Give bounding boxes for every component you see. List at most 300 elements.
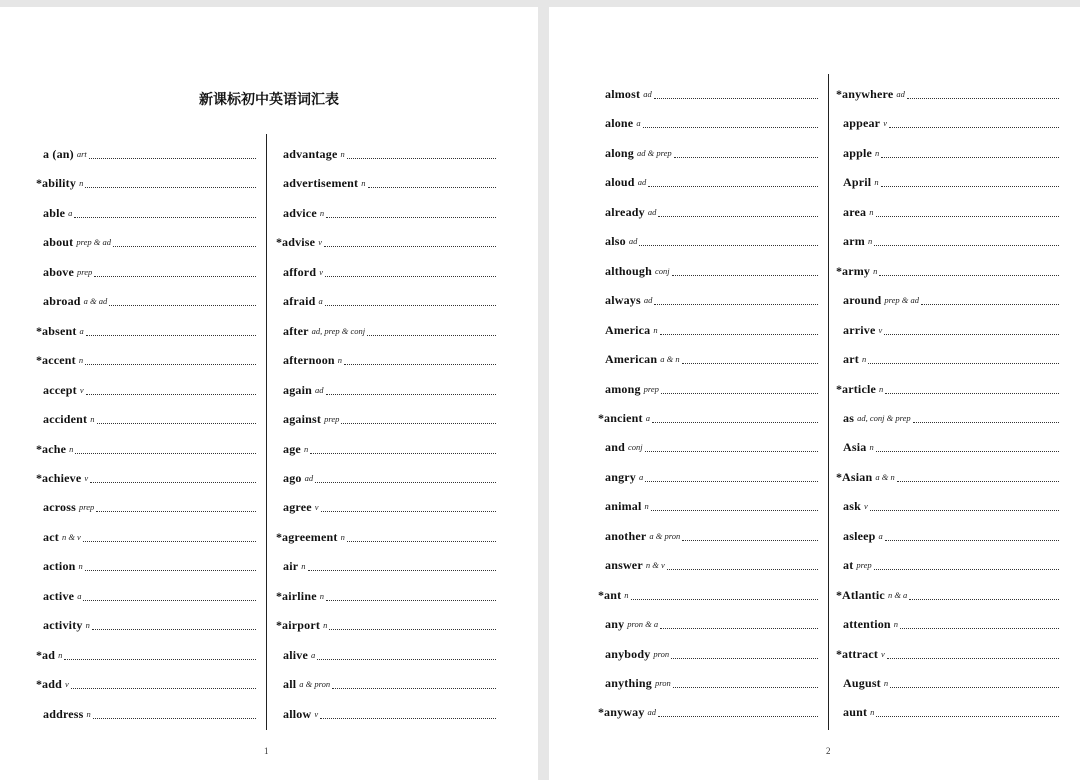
- part-of-speech: n: [85, 620, 90, 631]
- vocab-entry: [276, 671, 496, 691]
- vocab-entry: [276, 347, 496, 367]
- dotted-leader-line: [86, 393, 256, 395]
- vocab-entry: [36, 436, 256, 456]
- vocab-word: ant: [604, 587, 622, 602]
- vocab-entry: [276, 465, 496, 485]
- part-of-speech: n: [879, 383, 884, 394]
- part-of-speech: v: [318, 237, 322, 248]
- part-of-speech: v: [314, 502, 319, 513]
- part-of-speech: ad: [647, 707, 657, 718]
- document-title: 新课标初中英语词汇表: [199, 92, 339, 108]
- vocab-entry: [598, 346, 818, 366]
- part-of-speech: conj: [654, 265, 670, 276]
- part-of-speech: v: [79, 384, 84, 395]
- vocab-word: Asia: [843, 440, 867, 455]
- part-of-speech: ad: [643, 295, 653, 306]
- part-of-speech: ad, conj & prep: [857, 412, 911, 423]
- dotted-leader-line: [876, 450, 1059, 452]
- dotted-leader-line: [326, 599, 496, 601]
- dotted-leader-line: [74, 216, 256, 218]
- vocab-word: America: [605, 322, 651, 337]
- vocab-word: anyway: [604, 705, 645, 720]
- vocab-word: April: [843, 175, 872, 190]
- vocab-word: aunt: [843, 705, 868, 720]
- starred-marker: *: [276, 618, 282, 633]
- vocab-word: around: [843, 293, 882, 308]
- vocab-word: anywhere: [842, 87, 894, 101]
- vocab-entry: [598, 228, 818, 248]
- dotted-leader-line: [85, 186, 256, 188]
- vocab-word: act: [43, 529, 59, 544]
- vocab-entry: [836, 464, 1059, 484]
- vocab-entry: [276, 377, 496, 397]
- vocab-entry: [276, 318, 496, 338]
- part-of-speech: n: [69, 443, 74, 454]
- vocab-word: able: [43, 205, 66, 220]
- part-of-speech: conj: [627, 442, 643, 453]
- vocab-entry: [598, 258, 818, 278]
- vocab-entry: [836, 287, 1059, 307]
- vocab-entry: [276, 553, 496, 573]
- dotted-leader-line: [671, 657, 818, 659]
- part-of-speech: n: [874, 177, 879, 188]
- dotted-leader-line: [310, 452, 496, 454]
- part-of-speech: a: [878, 530, 883, 541]
- vocab-entry: [276, 406, 496, 426]
- vocab-word: attention: [843, 617, 891, 632]
- dotted-leader-line: [661, 392, 818, 394]
- vocab-word: ad: [42, 647, 56, 662]
- vocab-entry: [36, 200, 256, 220]
- vocab-word: again: [283, 382, 313, 397]
- dotted-leader-line: [64, 658, 256, 660]
- part-of-speech: v: [314, 708, 319, 719]
- vocab-word: advertisement: [283, 176, 359, 191]
- vocab-word: anything: [605, 676, 652, 690]
- part-of-speech: v: [881, 648, 885, 659]
- vocab-entry: [36, 406, 256, 426]
- starred-marker: *: [36, 323, 42, 338]
- vocab-word: agreement: [282, 529, 338, 544]
- part-of-speech: n: [303, 443, 309, 454]
- part-of-speech: ad: [304, 472, 314, 483]
- vocab-entry: [276, 229, 496, 249]
- dotted-leader-line: [907, 97, 1059, 99]
- dotted-leader-line: [344, 363, 496, 365]
- vocab-entry: [598, 493, 818, 513]
- vocab-word: airline: [282, 588, 317, 603]
- vocab-entry: [36, 701, 256, 721]
- dotted-leader-line: [368, 186, 497, 188]
- dotted-leader-line: [654, 97, 818, 99]
- page-2: [549, 7, 1080, 780]
- dotted-leader-line: [97, 422, 256, 424]
- vocab-word: advantage: [283, 147, 338, 161]
- vocab-entry: [836, 199, 1059, 219]
- dotted-leader-line: [89, 157, 256, 159]
- part-of-speech: a: [79, 325, 84, 336]
- vocab-entry: [36, 494, 256, 514]
- dotted-leader-line: [341, 422, 496, 424]
- vocab-entry: [836, 552, 1059, 572]
- starred-marker: *: [836, 587, 842, 602]
- part-of-speech: ad: [637, 177, 647, 188]
- vocab-word: art: [843, 352, 859, 367]
- vocab-word: address: [43, 706, 84, 721]
- vocab-entry: [598, 523, 818, 543]
- part-of-speech: n & v: [645, 560, 665, 571]
- dotted-leader-line: [325, 275, 496, 277]
- part-of-speech: n: [337, 355, 343, 366]
- vocab-entry: [36, 229, 256, 249]
- vocab-word: afternoon: [283, 353, 335, 368]
- part-of-speech: n: [870, 707, 875, 718]
- dotted-leader-line: [673, 686, 818, 688]
- vocab-word: advise: [282, 235, 316, 250]
- dotted-leader-line: [109, 304, 256, 306]
- starred-marker: *: [36, 176, 42, 191]
- vocab-word: afraid: [283, 294, 316, 309]
- vocab-word: allow: [283, 706, 312, 721]
- vocab-word: advice: [283, 205, 317, 220]
- vocab-word: army: [842, 263, 871, 278]
- vocab-word: at: [843, 558, 854, 573]
- vocab-word: article: [842, 381, 877, 396]
- vocab-entry: [36, 141, 256, 161]
- dotted-leader-line: [874, 568, 1059, 570]
- vocab-entry: [836, 346, 1059, 366]
- dotted-leader-line: [93, 717, 256, 719]
- vocab-entry: [598, 199, 818, 219]
- dotted-leader-line: [329, 628, 496, 630]
- page-number: 2: [826, 746, 831, 756]
- vocab-entry: [276, 259, 496, 279]
- part-of-speech: a: [636, 118, 641, 129]
- vocab-entry: [836, 228, 1059, 248]
- vocab-entry: [276, 642, 496, 662]
- vocab-word: angry: [605, 469, 636, 484]
- starred-marker: *: [598, 410, 604, 425]
- dotted-leader-line: [85, 363, 256, 365]
- vocab-word: accent: [42, 353, 76, 368]
- vocab-entry: [276, 170, 496, 190]
- vocab-word: ability: [42, 176, 77, 191]
- dotted-leader-line: [347, 157, 496, 159]
- part-of-speech: n: [873, 265, 878, 276]
- part-of-speech: n: [653, 324, 658, 335]
- vocab-entry: [836, 493, 1059, 513]
- vocab-entry: [276, 701, 496, 721]
- starred-marker: *: [598, 705, 604, 720]
- part-of-speech: pron: [653, 648, 670, 659]
- part-of-speech: n: [86, 708, 91, 719]
- vocab-entry: [36, 524, 256, 544]
- vocab-word: answer: [605, 558, 643, 573]
- part-of-speech: ad, prep & conj: [311, 325, 366, 336]
- vocab-entry: [836, 110, 1059, 130]
- vocab-word: add: [42, 677, 62, 692]
- part-of-speech: ad: [896, 89, 905, 99]
- starred-marker: *: [836, 381, 842, 396]
- starred-marker: *: [36, 470, 42, 485]
- part-of-speech: a & ad: [83, 296, 108, 307]
- dotted-leader-line: [913, 421, 1059, 423]
- part-of-speech: prep: [78, 502, 95, 513]
- vocab-entry: [598, 110, 818, 130]
- part-of-speech: prep & ad: [884, 295, 919, 306]
- part-of-speech: a: [318, 296, 323, 307]
- vocab-word: after: [283, 323, 309, 338]
- part-of-speech: ad: [628, 236, 638, 247]
- dotted-leader-line: [90, 481, 256, 483]
- dotted-leader-line: [885, 392, 1059, 394]
- vocab-entry: [836, 376, 1059, 396]
- dotted-leader-line: [71, 687, 256, 689]
- part-of-speech: prep & ad: [76, 237, 111, 248]
- vocab-word: ache: [42, 441, 67, 456]
- vocab-word: abroad: [43, 294, 81, 309]
- starred-marker: *: [836, 469, 842, 484]
- vocab-word: along: [605, 145, 635, 160]
- vocab-entry: [598, 434, 818, 454]
- vocab-word: all: [283, 677, 297, 692]
- vocab-entry: [598, 611, 818, 631]
- vocab-entry: [36, 259, 256, 279]
- part-of-speech: a: [311, 649, 316, 660]
- part-of-speech: v: [883, 118, 887, 129]
- vocab-entry: [276, 200, 496, 220]
- vocab-entry: [598, 582, 818, 602]
- vocab-entry: [836, 81, 1059, 101]
- part-of-speech: n: [79, 178, 84, 189]
- vocab-word: absent: [42, 323, 77, 338]
- dotted-leader-line: [868, 362, 1059, 364]
- part-of-speech: n: [883, 678, 889, 688]
- vocab-entry: [276, 583, 496, 603]
- vocab-word: air: [283, 559, 299, 574]
- vocab-word: area: [843, 204, 867, 219]
- part-of-speech: n: [78, 355, 84, 366]
- part-of-speech: n: [78, 561, 83, 572]
- dotted-leader-line: [332, 687, 496, 689]
- dotted-leader-line: [645, 450, 818, 452]
- dotted-leader-line: [308, 569, 496, 571]
- part-of-speech: a: [645, 412, 650, 423]
- vocab-word: any: [605, 617, 625, 632]
- starred-marker: *: [836, 87, 842, 101]
- vocab-word: as: [843, 410, 855, 425]
- dotted-leader-line: [631, 598, 818, 600]
- dotted-leader-line: [92, 628, 256, 630]
- vocab-entry: [36, 612, 256, 632]
- dotted-leader-line: [347, 540, 496, 542]
- vocab-entry: [36, 583, 256, 603]
- vocab-word: American: [605, 352, 658, 367]
- dotted-leader-line: [654, 303, 818, 305]
- part-of-speech: v: [863, 501, 868, 512]
- part-of-speech: v: [319, 266, 323, 277]
- vocab-word: appear: [843, 116, 881, 131]
- vocab-word: animal: [605, 499, 642, 514]
- part-of-speech: pron: [654, 678, 671, 688]
- vocab-entry: [836, 140, 1059, 160]
- vocab-word: action: [43, 559, 76, 574]
- part-of-speech: n: [319, 207, 325, 218]
- vocab-word: alone: [605, 116, 634, 131]
- vocab-entry: [36, 288, 256, 308]
- vocab-word: among: [605, 381, 641, 396]
- dotted-leader-line: [325, 304, 496, 306]
- dotted-leader-line: [317, 658, 496, 660]
- vocab-entry: [836, 641, 1059, 661]
- vocab-entry: [598, 699, 818, 719]
- vocab-entry: [598, 376, 818, 396]
- part-of-speech: n: [624, 589, 629, 600]
- dotted-leader-line: [639, 244, 818, 246]
- part-of-speech: n: [361, 178, 366, 189]
- dotted-leader-line: [881, 156, 1059, 158]
- dotted-leader-line: [648, 185, 818, 187]
- dotted-leader-line: [889, 126, 1059, 128]
- vocab-word: activity: [43, 618, 83, 633]
- dotted-leader-line: [876, 715, 1059, 717]
- page-number: 1: [264, 746, 269, 756]
- part-of-speech: n: [893, 619, 899, 630]
- vocab-entry: [36, 465, 256, 485]
- vocab-entry: [598, 287, 818, 307]
- dotted-leader-line: [876, 215, 1060, 217]
- dotted-leader-line: [897, 480, 1059, 482]
- dotted-leader-line: [682, 539, 818, 541]
- part-of-speech: ad: [643, 89, 652, 99]
- vocab-entry: [598, 464, 818, 484]
- vocab-word: ask: [843, 499, 861, 514]
- dotted-leader-line: [890, 686, 1059, 688]
- vocab-word: across: [43, 500, 76, 515]
- vocab-entry: [598, 140, 818, 160]
- part-of-speech: a: [68, 207, 73, 218]
- vocab-entry: [836, 670, 1059, 690]
- vocab-word: age: [283, 441, 301, 456]
- vocab-word: arm: [843, 234, 865, 249]
- vocab-word: apple: [843, 145, 873, 160]
- dotted-leader-line: [321, 510, 496, 512]
- dotted-leader-line: [909, 598, 1059, 600]
- dotted-leader-line: [667, 568, 818, 570]
- vocab-word: already: [605, 204, 645, 219]
- vocab-entry: [36, 318, 256, 338]
- part-of-speech: v: [64, 679, 69, 690]
- dotted-leader-line: [367, 334, 496, 336]
- vocab-word: Asian: [842, 469, 873, 484]
- vocab-word: August: [843, 676, 881, 690]
- vocab-entry: [36, 671, 256, 691]
- part-of-speech: a: [639, 471, 644, 482]
- part-of-speech: n: [323, 620, 328, 631]
- part-of-speech: ad & prep: [637, 147, 672, 158]
- starred-marker: *: [836, 646, 842, 661]
- part-of-speech: prep: [324, 414, 340, 425]
- vocab-entry: [836, 169, 1059, 189]
- vocab-entry: [598, 317, 818, 337]
- dotted-leader-line: [672, 274, 818, 276]
- dotted-leader-line: [326, 216, 496, 218]
- part-of-speech: prep: [77, 266, 93, 277]
- vocab-word: a (an): [43, 147, 74, 161]
- vocab-word: alive: [283, 647, 308, 662]
- dotted-leader-line: [874, 244, 1059, 246]
- part-of-speech: prep: [643, 383, 659, 394]
- starred-marker: *: [836, 263, 842, 278]
- dotted-leader-line: [658, 715, 818, 717]
- vocab-word: asleep: [843, 528, 876, 543]
- vocab-entry: [836, 258, 1059, 278]
- vocab-entry: [598, 641, 818, 661]
- vocab-entry: [276, 436, 496, 456]
- vocab-entry: [276, 612, 496, 632]
- part-of-speech: n: [340, 149, 345, 159]
- part-of-speech: a & n: [660, 354, 680, 365]
- part-of-speech: v: [84, 472, 89, 483]
- vocab-word: almost: [605, 87, 641, 101]
- vocab-entry: [836, 434, 1059, 454]
- column-divider: [266, 134, 267, 730]
- vocab-word: Atlantic: [842, 587, 885, 602]
- vocab-entry: [36, 642, 256, 662]
- part-of-speech: ad: [647, 206, 657, 217]
- part-of-speech: n: [869, 442, 874, 453]
- part-of-speech: a & pron: [299, 679, 331, 690]
- vocab-word: attract: [842, 646, 879, 661]
- vocab-entry: [36, 170, 256, 190]
- vocab-entry: [598, 552, 818, 572]
- dotted-leader-line: [94, 275, 256, 277]
- vocab-entry: [598, 670, 818, 690]
- vocab-word: accident: [43, 412, 88, 427]
- vocab-word: another: [605, 528, 647, 543]
- dotted-leader-line: [86, 334, 256, 336]
- dotted-leader-line: [870, 509, 1059, 511]
- part-of-speech: n: [861, 354, 867, 365]
- vocab-word: ago: [283, 470, 302, 485]
- vocab-word: arrive: [843, 322, 876, 337]
- vocab-entry: [836, 582, 1059, 602]
- dotted-leader-line: [682, 362, 818, 364]
- vocab-word: ancient: [604, 410, 643, 425]
- vocab-entry: [598, 169, 818, 189]
- vocab-word: always: [605, 293, 641, 308]
- vocab-word: above: [43, 264, 74, 279]
- vocab-word: aloud: [605, 175, 635, 190]
- part-of-speech: art: [76, 149, 87, 159]
- vocab-entry: [836, 699, 1059, 719]
- dotted-leader-line: [674, 156, 818, 158]
- column-divider: [828, 74, 829, 730]
- dotted-leader-line: [879, 274, 1059, 276]
- dotted-leader-line: [884, 333, 1059, 335]
- vocab-entry: [276, 524, 496, 544]
- dotted-leader-line: [660, 627, 818, 629]
- starred-marker: *: [276, 235, 282, 250]
- starred-marker: *: [276, 588, 282, 603]
- part-of-speech: n: [90, 414, 95, 425]
- vocab-entry: [36, 377, 256, 397]
- part-of-speech: n: [301, 561, 306, 572]
- part-of-speech: n: [875, 147, 880, 158]
- starred-marker: *: [36, 441, 42, 456]
- vocab-word: although: [605, 263, 652, 278]
- vocab-entry: [276, 141, 496, 161]
